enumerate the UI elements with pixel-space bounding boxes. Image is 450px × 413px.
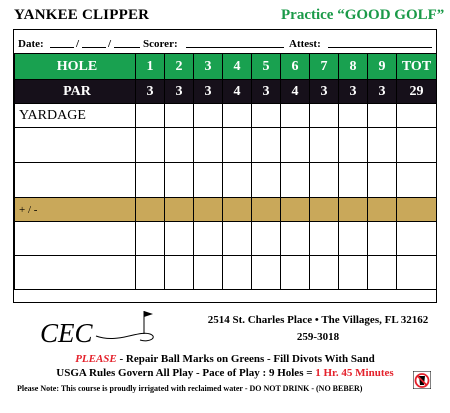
- par-value: 3: [194, 80, 223, 104]
- player-name-cell[interactable]: [15, 163, 136, 198]
- score-cell[interactable]: [136, 198, 165, 222]
- score-cell[interactable]: [339, 256, 368, 290]
- par-value: 3: [252, 80, 281, 104]
- score-cell[interactable]: [223, 198, 252, 222]
- score-cell[interactable]: [368, 104, 397, 128]
- par-value: 3: [310, 80, 339, 104]
- score-cell[interactable]: [397, 256, 437, 290]
- score-cell[interactable]: [339, 222, 368, 256]
- score-cell[interactable]: [194, 222, 223, 256]
- par-value: 3: [339, 80, 368, 104]
- date-separator: /: [76, 38, 80, 50]
- score-cell[interactable]: [223, 222, 252, 256]
- score-cell[interactable]: [136, 128, 165, 163]
- yardage-row: [15, 104, 437, 128]
- cec-logo: [38, 308, 188, 348]
- score-cell[interactable]: [281, 128, 310, 163]
- hole-number: 7: [310, 54, 339, 80]
- player-row: [15, 163, 437, 198]
- score-cell[interactable]: [252, 163, 281, 198]
- score-cell[interactable]: [165, 222, 194, 256]
- score-cell[interactable]: [223, 163, 252, 198]
- total-label: TOT: [397, 54, 437, 80]
- score-cell[interactable]: [252, 104, 281, 128]
- plus-minus-label: + / -: [15, 198, 136, 222]
- plus-minus-row: [15, 198, 437, 222]
- hole-number: 1: [136, 54, 165, 80]
- par-row: [15, 80, 437, 104]
- score-cell[interactable]: [136, 163, 165, 198]
- address-line: 2514 St. Charles Place • The Villages, FL 32162: [207, 314, 429, 326]
- score-cell[interactable]: [339, 163, 368, 198]
- score-cell[interactable]: [397, 163, 437, 198]
- score-cell[interactable]: [223, 128, 252, 163]
- score-cell[interactable]: [252, 256, 281, 290]
- score-cell[interactable]: [194, 198, 223, 222]
- no-drinking-icon: [413, 371, 431, 389]
- par-value: 4: [223, 80, 252, 104]
- score-cell[interactable]: [310, 256, 339, 290]
- score-cell[interactable]: [368, 128, 397, 163]
- score-cell[interactable]: [136, 256, 165, 290]
- hole-row: [15, 54, 437, 80]
- date-separator: /: [108, 38, 112, 50]
- player-row: [15, 222, 437, 256]
- score-cell[interactable]: [281, 104, 310, 128]
- par-label: PAR: [15, 80, 136, 104]
- water-notice: Please Note: This course is proudly irrigated with reclaimed water - DO NOT DRINK - (NO BEBER): [17, 384, 363, 393]
- score-cell[interactable]: [165, 256, 194, 290]
- etiquette-text: - Repair Ball Marks on Greens - Fill Divots With Sand: [116, 353, 375, 365]
- par-value: 3: [368, 80, 397, 104]
- hole-number: 5: [252, 54, 281, 80]
- score-cell[interactable]: [339, 198, 368, 222]
- score-cell[interactable]: [339, 104, 368, 128]
- player-name-cell[interactable]: [15, 256, 136, 290]
- score-cell[interactable]: [310, 128, 339, 163]
- info-row: [14, 30, 436, 53]
- golf-flag-icon: [144, 311, 153, 334]
- score-cell[interactable]: [368, 198, 397, 222]
- score-cell[interactable]: [223, 256, 252, 290]
- yardage-label: YARDAGE: [15, 104, 136, 128]
- par-value: 4: [281, 80, 310, 104]
- score-cell[interactable]: [281, 256, 310, 290]
- score-cell[interactable]: [281, 163, 310, 198]
- score-cell[interactable]: [194, 128, 223, 163]
- date-month-field[interactable]: [50, 47, 74, 48]
- score-cell[interactable]: [281, 222, 310, 256]
- hole-label: HOLE: [15, 54, 136, 80]
- score-cell[interactable]: [368, 163, 397, 198]
- score-cell[interactable]: [194, 163, 223, 198]
- score-cell[interactable]: [397, 198, 437, 222]
- score-cell[interactable]: [397, 104, 437, 128]
- hole-number: 2: [165, 54, 194, 80]
- score-cell[interactable]: [397, 222, 437, 256]
- pace-text: USGA Rules Govern All Play - Pace of Play : 9 Holes =: [56, 367, 316, 379]
- scorer-label: Scorer:: [143, 38, 178, 50]
- score-cell[interactable]: [339, 128, 368, 163]
- attest-label: Attest:: [289, 38, 321, 50]
- score-cell[interactable]: [368, 256, 397, 290]
- etiquette-notice: [0, 353, 450, 365]
- hole-number: 9: [368, 54, 397, 80]
- score-cell[interactable]: [165, 198, 194, 222]
- hole-number: 3: [194, 54, 223, 80]
- score-cell[interactable]: [252, 128, 281, 163]
- score-cell[interactable]: [165, 104, 194, 128]
- player-row: [15, 128, 437, 163]
- score-cell[interactable]: [281, 198, 310, 222]
- par-total: 29: [397, 80, 437, 104]
- player-row: [15, 256, 437, 290]
- score-cell[interactable]: [368, 222, 397, 256]
- score-cell[interactable]: [194, 256, 223, 290]
- score-cell[interactable]: [310, 163, 339, 198]
- phone-number: 259-3018: [296, 331, 340, 343]
- score-cell[interactable]: [310, 198, 339, 222]
- logo-text: CEC: [40, 318, 93, 348]
- score-cell[interactable]: [310, 222, 339, 256]
- par-value: 3: [165, 80, 194, 104]
- player-name-cell[interactable]: [15, 128, 136, 163]
- score-cell[interactable]: [397, 128, 437, 163]
- pace-of-play-notice: [0, 367, 450, 379]
- score-cell[interactable]: [165, 163, 194, 198]
- par-value: 3: [136, 80, 165, 104]
- hole-number: 6: [281, 54, 310, 80]
- score-grid: [14, 53, 437, 290]
- attest-field[interactable]: [328, 47, 432, 48]
- scorecard: [13, 29, 437, 303]
- date-label: Date:: [18, 38, 44, 50]
- practice-title: Practice “GOOD GOLF”: [281, 7, 445, 23]
- course-name: YANKEE CLIPPER: [14, 7, 150, 23]
- please-text: PLEASE: [75, 353, 117, 365]
- score-cell[interactable]: [136, 104, 165, 128]
- pace-time: 1 Hr. 45 Minutes: [315, 367, 394, 379]
- hole-number: 4: [223, 54, 252, 80]
- score-cell[interactable]: [252, 222, 281, 256]
- score-cell[interactable]: [252, 198, 281, 222]
- score-cell[interactable]: [194, 104, 223, 128]
- date-year-field[interactable]: [114, 47, 140, 48]
- score-cell[interactable]: [223, 104, 252, 128]
- player-name-cell[interactable]: [15, 222, 136, 256]
- scorer-field[interactable]: [186, 47, 284, 48]
- hole-number: 8: [339, 54, 368, 80]
- logo-swash: [96, 333, 153, 341]
- score-cell[interactable]: [136, 222, 165, 256]
- date-day-field[interactable]: [82, 47, 106, 48]
- score-cell[interactable]: [310, 104, 339, 128]
- score-cell[interactable]: [165, 128, 194, 163]
- address-block: [200, 312, 436, 346]
